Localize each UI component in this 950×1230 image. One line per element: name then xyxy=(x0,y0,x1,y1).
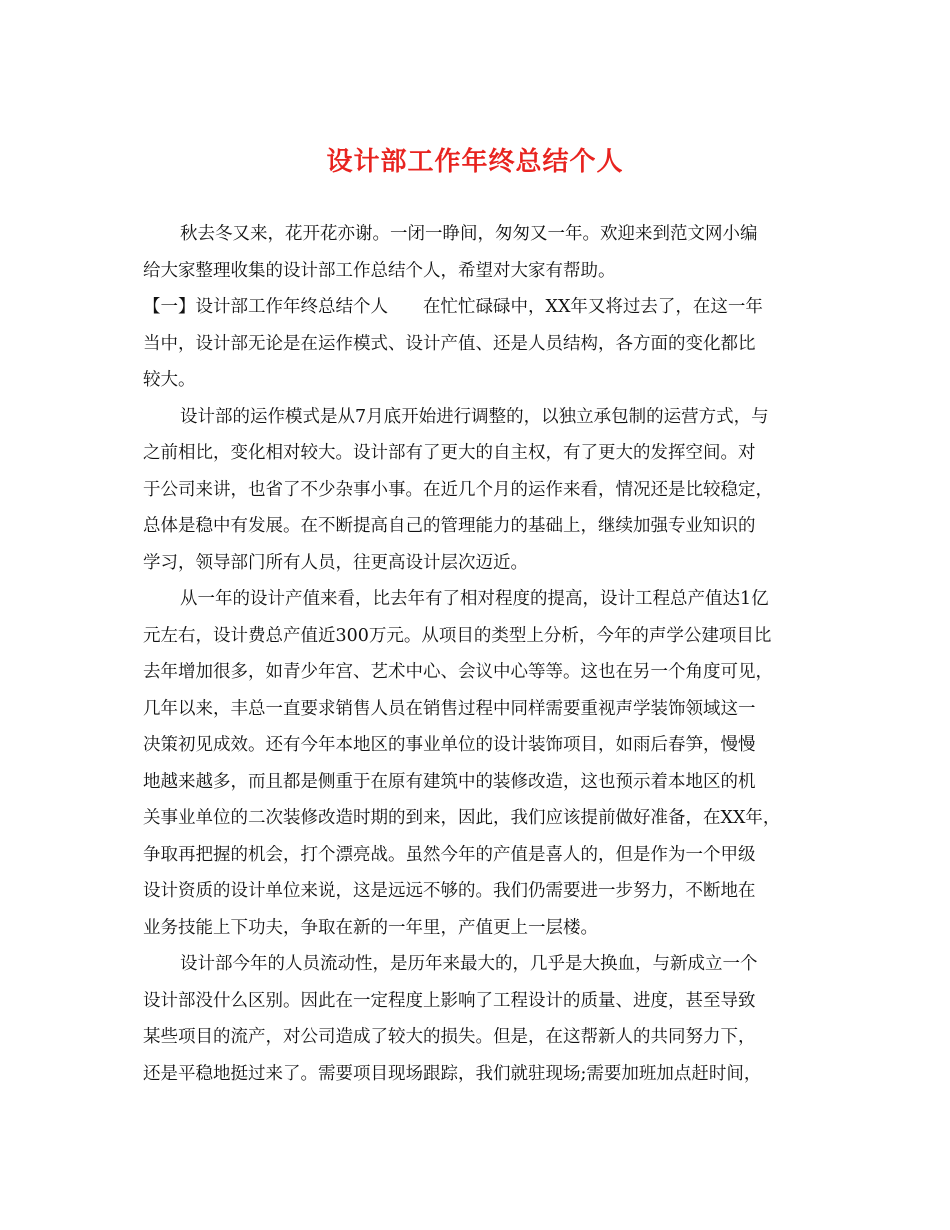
body-line: 元左右，设计费总产值近300万元。从项目的类型上分析，今年的声学公建项目比 xyxy=(143,625,772,646)
body-line: 某些项目的流产，对公司造成了较大的损失。但是，在这帮新人的共同努力下， xyxy=(143,1027,756,1047)
body-line: 学习，领导部门所有人员，往更高设计层次迈近。 xyxy=(143,552,528,573)
document-title: 设计部工作年终总结个人 xyxy=(326,147,624,177)
body-line: 于公司来讲，也省了不少杂事小事。在近几个月的运作来看，情况还是比较稳定， xyxy=(143,479,773,500)
body-line: 较大。 xyxy=(143,370,196,390)
body-line: 地越来越多，而且都是侧重于在原有建筑中的装修改造，这也预示着本地区的机 xyxy=(143,771,756,792)
body-line: 【一】设计部工作年终总结个人 在忙忙碌碌中，XX年又将过去了，在这一年 xyxy=(143,297,763,317)
body-line: 争取再把握的机会，打个漂亮战。虽然今年的产值是喜人的，但是作为一个甲级 xyxy=(143,844,756,865)
body-line: 设计部的运作模式是从7月底开始进行调整的，以独立承包制的运营方式，与 xyxy=(180,406,769,427)
body-line: 当中，设计部无论是在运作模式、设计产值、还是人员结构，各方面的变化都比 xyxy=(143,333,756,354)
body-line: 还是平稳地挺过来了。需要项目现场跟踪，我们就驻现场;需要加班加点赶时间， xyxy=(143,1063,762,1084)
body-line: 设计部没什么区别。因此在一定程度上影响了工程设计的质量、进度，甚至导致 xyxy=(143,990,756,1011)
body-line: 去年增加很多，如青少年宫、艺术中心、会议中心等等。这也在另一个角度可见， xyxy=(143,662,773,682)
body-line: 设计资质的设计单位来说，这是远远不够的。我们仍需要进一步努力，不断地在 xyxy=(143,881,756,901)
body-line: 总体是稳中有发展。在不断提高自己的管理能力的基础上，继续加强专业知识的 xyxy=(143,516,756,536)
body-line: 给大家整理收集的设计部工作总结个人，希望对大家有帮助。 xyxy=(143,260,616,281)
body-line: 从一年的设计产值来看，比去年有了相对程度的提高，设计工程总产值达1亿 xyxy=(180,589,769,609)
body-line: 业务技能上下功夫，争取在新的一年里，产值更上一层楼。 xyxy=(143,917,598,938)
body-line: 关事业单位的二次装修改造时期的到来，因此，我们应该提前做好准备，在XX年， xyxy=(143,808,781,828)
document-body xyxy=(143,216,813,1092)
body-line: 设计部今年的人员流动性，是历年来最大的，几乎是大换血，与新成立一个 xyxy=(180,954,758,974)
body-line: 秋去冬又来，花开花亦谢。一闭一睁间，匆匆又一年。欢迎来到范文网小编 xyxy=(180,224,758,244)
body-line: 之前相比，变化相对较大。设计部有了更大的自主权，有了更大的发挥空间。对 xyxy=(143,443,756,463)
body-line: 决策初见成效。还有今年本地区的事业单位的设计装饰项目，如雨后春笋，慢慢 xyxy=(143,735,756,755)
body-line: 几年以来，丰总一直要求销售人员在销售过程中同样需要重视声学装饰领域这一 xyxy=(143,698,756,719)
